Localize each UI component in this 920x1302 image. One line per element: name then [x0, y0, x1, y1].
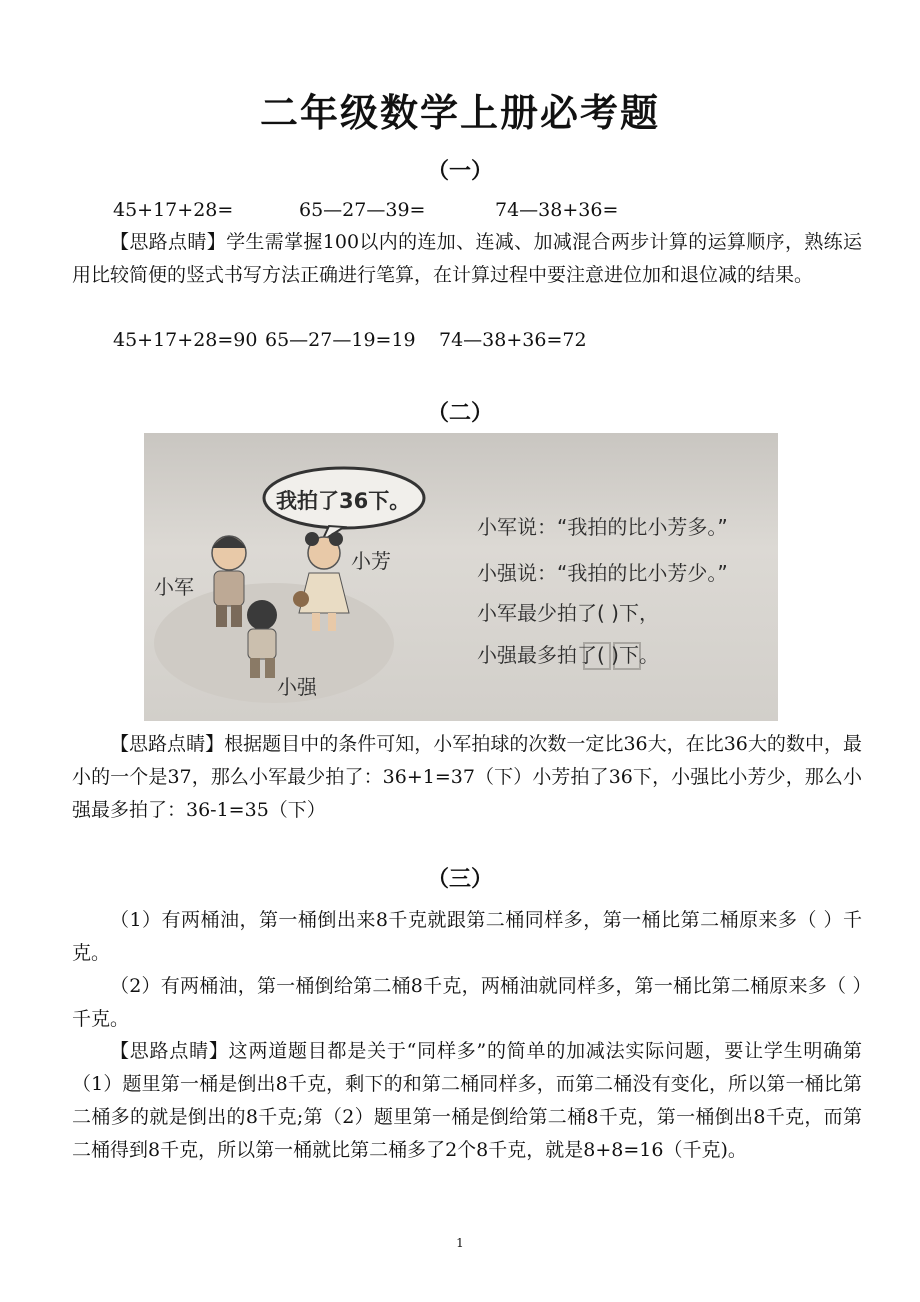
problem-1: 45+17+28=: [113, 199, 234, 221]
section-2-heading: （二）: [426, 401, 493, 426]
hint-text: 学生需掌握100以内的连加、连减、加减混合两步计算的运算顺序，熟练运用比较简便的竖式书写方法正确进行笔算，在计算过程中要注意进位加和退位减的结果。: [72, 231, 862, 286]
hint-tag: 【思路点睛】: [110, 1040, 229, 1062]
section-1-heading: （一）: [426, 159, 493, 184]
problem-2: 65—27—39=: [299, 199, 426, 221]
textbook-photo: [144, 433, 778, 721]
label-xiaoqiang: 小强: [277, 675, 317, 699]
section-2-hint: [72, 728, 862, 827]
section-3-hint: [72, 1035, 862, 1167]
answer-1: 45+17+28=90: [113, 329, 258, 351]
answer-2: 65—27—19=19: [265, 329, 416, 351]
ball: [293, 591, 309, 607]
hint-text: 这两道题目都是关于“同样多”的简单的加减法实际问题，要让学生明确第（1）题里第一桶是倒出8千克，剩下的和第二桶同样多，而第二桶没有变化，所以第一桶比第二桶多的就是倒出的8千克;第（2）题里第一桶是倒给第二桶8千克，第一桶倒出8千克，而第二桶得到8千克，所以第一桶就比第二桶多了2个8千克，就是8+8=16（千克)。: [72, 1040, 862, 1161]
section-1-answers: [113, 329, 587, 351]
photo-line-3: 小军最少拍了( )下，: [477, 601, 659, 625]
speech-text: 我拍了36下。: [276, 489, 411, 513]
photo-line-2: 小强说：“我拍的比小芳少。”: [477, 561, 728, 585]
label-xiaojun: 小军: [154, 575, 194, 599]
answer-3: 74—38+36=72: [439, 329, 587, 351]
question-2: （2）有两桶油，第一桶倒给第二桶8千克，两桶油就同样多，第一桶比第二桶原来多（ ）千克。: [72, 975, 862, 1030]
section-1-hint: [72, 226, 862, 292]
question-1: （1）有两桶油，第一桶倒出来8千克就跟第二桶同样多，第一桶比第二桶原来多（ ）千克。: [72, 909, 862, 964]
label-xiaofang: 小芳: [351, 549, 391, 573]
photo-line-1: 小军说：“我拍的比小芳多。”: [477, 515, 728, 539]
hint-tag: 【思路点睛】: [110, 231, 227, 253]
page-title: 二年级数学上册必考题: [259, 91, 660, 135]
section-3-heading: （三）: [426, 867, 493, 892]
hint-text: 根据题目中的条件可知，小军拍球的次数一定比36大，在比36大的数中，最小的一个是37，那么小军最少拍了：36+1=37（下）小芳拍了36下，小强比小芳少，那么小强最多拍了：36-1=35（下）: [72, 733, 862, 821]
hint-tag: 【思路点睛】: [110, 733, 225, 755]
problem-3: 74—38+36=: [495, 199, 619, 221]
section-1-problems: [113, 199, 618, 221]
page-number: 1: [456, 1236, 464, 1250]
photo-line-4: 小强最多拍了( )下。: [477, 643, 659, 667]
